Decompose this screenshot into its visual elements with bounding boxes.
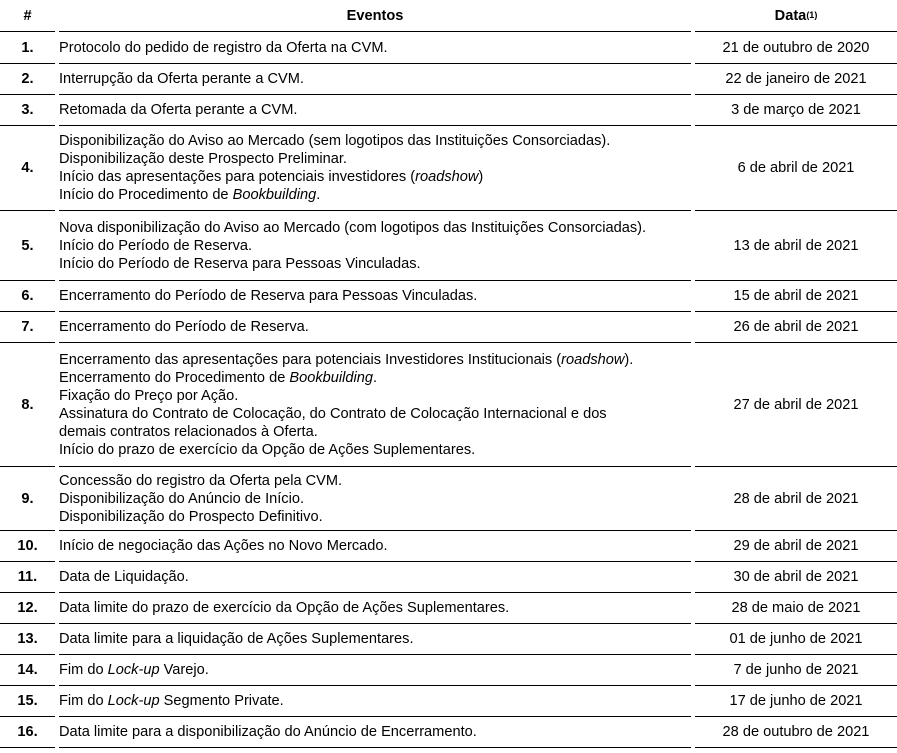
header-date: Data $^{(1)}$	[774, 8, 818, 24]
row-number: 10.	[17, 538, 38, 554]
row-divider	[695, 94, 897, 95]
event-line: Protocolo do pedido de registro da Oferta na CVM.	[59, 40, 388, 56]
row-number: 13.	[17, 631, 38, 647]
event-line: Data limite para a liquidação de Ações Suplementares.	[59, 631, 414, 647]
table-row	[0, 344, 897, 465]
row-date: 17 de junho de 2021	[729, 693, 863, 709]
row-divider	[0, 685, 55, 686]
row-date: 28 de outubro de 2021	[722, 724, 870, 740]
row-divider	[695, 63, 897, 64]
row-number: 14.	[17, 662, 38, 678]
event-line: Início de negociação das Ações no Novo Mercado.	[59, 538, 388, 554]
row-event	[59, 344, 691, 465]
row-date: 29 de abril de 2021	[733, 538, 859, 554]
row-event	[59, 718, 691, 746]
row-date: 28 de maio de 2021	[731, 600, 861, 616]
row-divider	[695, 466, 897, 467]
event-line: Encerramento do Período de Reserva.	[59, 319, 309, 335]
row-event	[59, 594, 691, 622]
row-divider	[59, 342, 691, 343]
row-event	[59, 65, 691, 93]
emphasis-text: Lock-up	[107, 662, 160, 678]
row-divider	[59, 685, 691, 686]
row-divider	[59, 623, 691, 624]
row-event	[59, 313, 691, 341]
table-row	[0, 594, 897, 622]
row-divider	[0, 94, 55, 95]
row-divider	[695, 125, 897, 126]
row-divider	[0, 561, 55, 562]
row-event	[59, 34, 691, 62]
event-line: Concessão do registro da Oferta pela CVM.	[59, 472, 343, 489]
row-divider	[59, 530, 691, 531]
row-number: 12.	[17, 600, 38, 616]
header-number: #	[23, 8, 32, 24]
event-line: Início do Procedimento de Bookbuilding.	[59, 187, 321, 203]
row-divider	[0, 530, 55, 531]
row-divider	[695, 716, 897, 717]
row-divider	[59, 654, 691, 655]
event-line: Disponibilização deste Prospecto Preliminar.	[59, 151, 347, 167]
row-divider	[695, 210, 897, 211]
row-date: 6 de abril de 2021	[737, 160, 855, 176]
row-event	[59, 96, 691, 124]
event-line: Fim do Lock-up Varejo.	[59, 662, 209, 678]
row-divider	[695, 342, 897, 343]
row-divider	[695, 311, 897, 312]
row-divider	[59, 94, 691, 95]
row-divider	[59, 31, 691, 32]
table-row	[0, 532, 897, 560]
table-row	[0, 656, 897, 684]
row-number: 4.	[21, 160, 34, 176]
row-date: 26 de abril de 2021	[733, 319, 859, 335]
row-date: 30 de abril de 2021	[733, 569, 859, 585]
row-divider	[59, 280, 691, 281]
emphasis-text: roadshow	[561, 351, 625, 368]
row-event	[59, 656, 691, 684]
row-divider	[695, 530, 897, 531]
row-number: 1.	[21, 40, 34, 56]
row-divider	[0, 592, 55, 593]
table-row	[0, 468, 897, 529]
row-divider	[0, 466, 55, 467]
row-divider	[0, 342, 55, 343]
table-row	[0, 34, 897, 62]
row-divider	[0, 654, 55, 655]
event-line: Retomada da Oferta perante a CVM.	[59, 102, 298, 118]
row-divider	[59, 747, 691, 748]
table-row	[0, 127, 897, 209]
row-date: 22 de janeiro de 2021	[725, 71, 867, 87]
row-event	[59, 687, 691, 715]
row-event	[59, 468, 691, 529]
table-row	[0, 282, 897, 310]
table-header	[0, 2, 897, 30]
row-date: 27 de abril de 2021	[733, 396, 859, 413]
row-divider	[0, 311, 55, 312]
table-row	[0, 625, 897, 653]
event-line: Início do Período de Reserva.	[59, 237, 253, 254]
event-line: demais contratos relacionados à Oferta.	[59, 423, 318, 440]
row-divider	[695, 31, 897, 32]
row-divider	[59, 210, 691, 211]
row-number: 5.	[21, 237, 34, 254]
event-line: Disponibilização do Prospecto Definitivo.	[59, 508, 323, 525]
row-divider	[0, 31, 55, 32]
row-number: 11.	[17, 569, 38, 585]
row-event	[59, 282, 691, 310]
emphasis-text: roadshow	[415, 169, 479, 185]
event-line: Encerramento do Procedimento de Bookbuilding.	[59, 369, 378, 386]
event-line: Interrupção da Oferta perante a CVM.	[59, 71, 304, 87]
table-row	[0, 687, 897, 715]
row-divider	[695, 280, 897, 281]
row-divider	[695, 654, 897, 655]
event-line: Início do prazo de exercício da Opção de Ações Suplementares.	[59, 441, 476, 458]
row-date: 7 de junho de 2021	[733, 662, 859, 678]
row-number: 15.	[17, 693, 38, 709]
row-divider	[0, 623, 55, 624]
emphasis-text: Bookbuilding	[289, 369, 373, 386]
event-line: Encerramento do Período de Reserva para Pessoas Vinculadas.	[59, 288, 478, 304]
row-event	[59, 563, 691, 591]
row-divider	[695, 685, 897, 686]
row-date: 3 de março de 2021	[731, 102, 861, 118]
row-divider	[0, 210, 55, 211]
event-line: Início do Período de Reserva para Pessoas Vinculadas.	[59, 255, 421, 272]
row-divider	[59, 561, 691, 562]
row-divider	[59, 592, 691, 593]
row-divider	[0, 747, 55, 748]
event-line: Data limite do prazo de exercício da Opção de Ações Suplementares.	[59, 600, 510, 616]
event-line: Disponibilização do Anúncio de Início.	[59, 490, 305, 507]
event-line: Data de Liquidação.	[59, 569, 189, 585]
table-row	[0, 96, 897, 124]
row-divider	[59, 125, 691, 126]
row-event	[59, 127, 691, 209]
row-divider	[695, 592, 897, 593]
row-number: 6.	[21, 288, 34, 304]
event-line: Disponibilização do Aviso ao Mercado (sem logotipos das Instituições Consorciadas).	[59, 133, 611, 149]
table-row	[0, 212, 897, 279]
row-divider	[59, 63, 691, 64]
row-date: 21 de outubro de 2020	[722, 40, 870, 56]
row-number: 8.	[21, 396, 34, 413]
row-number: 3.	[21, 102, 34, 118]
event-line: Início das apresentações para potenciais investidores (roadshow)	[59, 169, 484, 185]
row-divider	[0, 125, 55, 126]
row-date: 15 de abril de 2021	[733, 288, 859, 304]
table-row	[0, 718, 897, 746]
row-divider	[59, 311, 691, 312]
row-number: 16.	[17, 724, 38, 740]
row-divider	[695, 747, 897, 748]
row-number: 9.	[21, 490, 34, 507]
event-line: Encerramento das apresentações para potenciais Investidores Institucionais (roadshow).	[59, 351, 634, 368]
row-divider	[59, 716, 691, 717]
row-divider	[695, 561, 897, 562]
row-divider	[59, 466, 691, 467]
row-event	[59, 625, 691, 653]
event-line: Data limite para a disponibilização do Anúncio de Encerramento.	[59, 724, 477, 740]
row-divider	[695, 623, 897, 624]
row-divider	[0, 63, 55, 64]
row-date: 01 de junho de 2021	[729, 631, 863, 647]
event-line: Nova disponibilização do Aviso ao Mercado (com logotipos das Instituições Consorciadas).	[59, 219, 647, 236]
row-date: 28 de abril de 2021	[733, 490, 859, 507]
event-line: Fim do Lock-up Segmento Private.	[59, 693, 284, 709]
row-event	[59, 212, 691, 279]
row-divider	[0, 716, 55, 717]
row-number: 7.	[21, 319, 34, 335]
row-divider	[0, 280, 55, 281]
row-date: 13 de abril de 2021	[733, 237, 859, 254]
table-row	[0, 563, 897, 591]
row-event	[59, 532, 691, 560]
table-row	[0, 65, 897, 93]
row-number: 2.	[21, 71, 34, 87]
emphasis-text: Bookbuilding	[232, 187, 317, 203]
event-line: Fixação do Preço por Ação.	[59, 387, 239, 404]
header-events: Eventos	[346, 8, 404, 24]
emphasis-text: Lock-up	[107, 693, 160, 709]
event-line: Assinatura do Contrato de Colocação, do Contrato de Colocação Internacional e dos	[59, 405, 607, 422]
table-row	[0, 313, 897, 341]
